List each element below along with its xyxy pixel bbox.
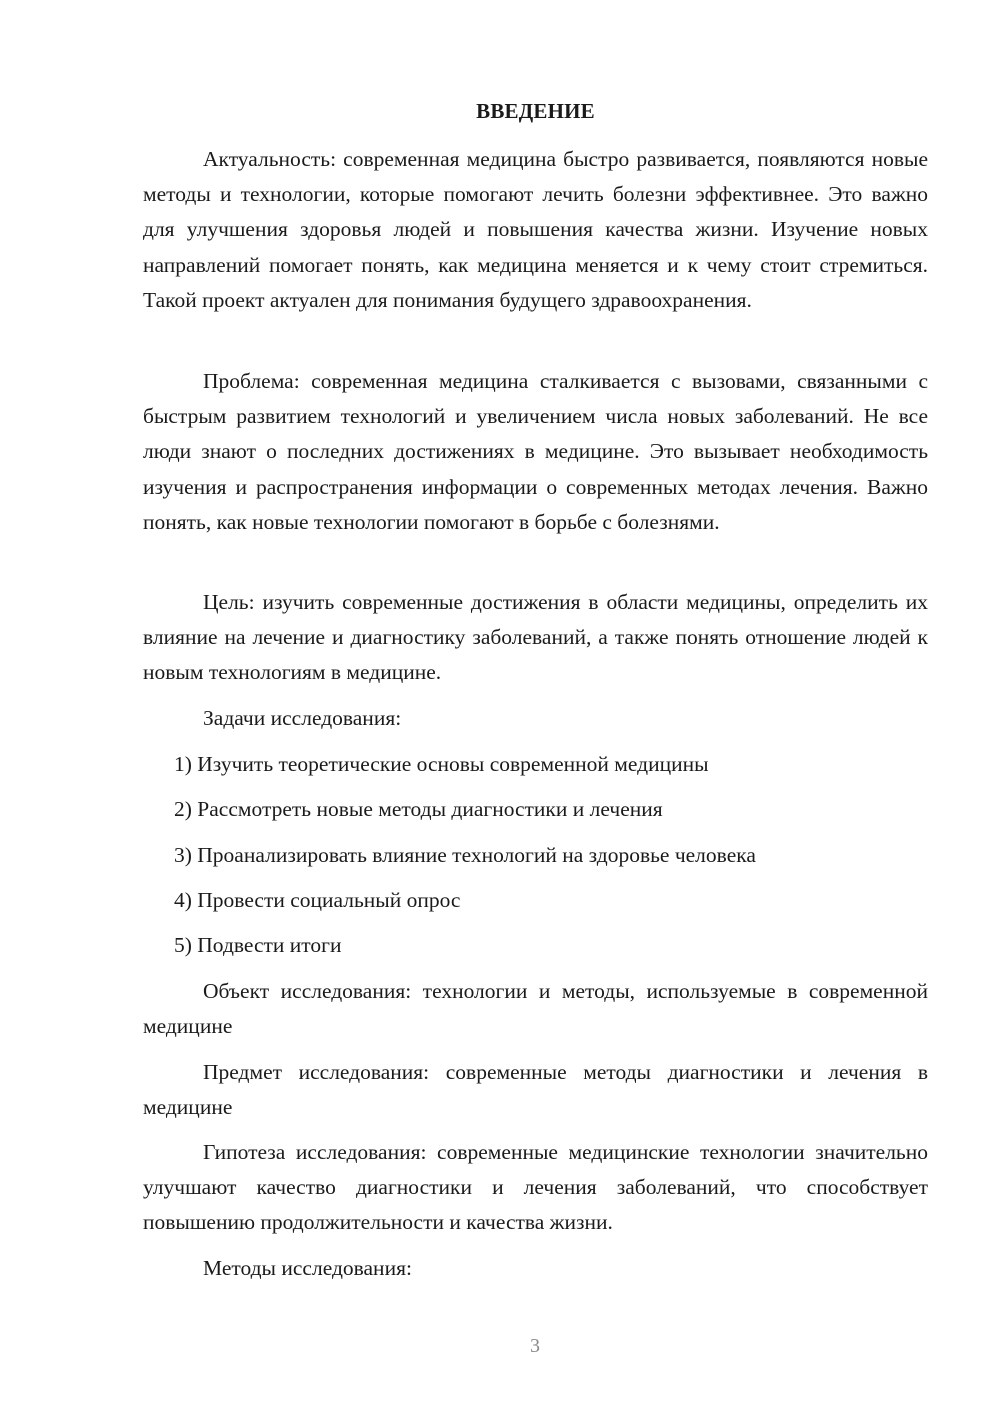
paragraph-object: Объект исследования: технологии и методы, используемые в современной медицине xyxy=(143,979,928,1039)
list-item-task-2: 2) Рассмотреть новые методы диагностики и лечения xyxy=(174,797,663,821)
paragraph-problem: Проблема: современная медицина сталкивается с вызовами, связанными с быстрым развитием технологий и увеличением числа новых заболеваний. Не все люди знают о последних достижениях в медицине. Это вызывает необходимость изучения и распространения информации о современных методах лечения. Важно понять, как новые технологии помогают в борьбе с болезнями. xyxy=(143,369,928,534)
paragraph-methods-heading: Методы исследования: xyxy=(203,1256,412,1280)
page-number: 3 xyxy=(530,1335,540,1357)
paragraph-relevance: Актуальность: современная медицина быстро развивается, появляются новые методы и технологии, которые помогают лечить болезни эффективнее. Это важно для улучшения здоровья людей и повышения качества жизни. Изучение новых направлений помогает понять, как медицина меняется и к чему стоит стремиться. Такой проект актуален для понимания будущего здравоохранения. xyxy=(143,147,928,312)
paragraph-subject: Предмет исследования: современные методы диагностики и лечения в медицине xyxy=(143,1060,928,1120)
list-item-task-1: 1) Изучить теоретические основы современной медицины xyxy=(174,752,709,776)
page-title: ВВЕДЕНИЕ xyxy=(476,99,595,123)
list-item-task-4: 4) Провести социальный опрос xyxy=(174,888,461,912)
list-item-task-3: 3) Проанализировать влияние технологий на здоровье человека xyxy=(174,843,756,867)
paragraph-goal: Цель: изучить современные достижения в области медицины, определить их влияние на лечение и диагностику заболеваний, а также понять отношение людей к новым технологиям в медицине. xyxy=(143,590,928,685)
paragraph-hypothesis: Гипотеза исследования: современные медицинские технологии значительно улучшают качество диагностики и лечения заболеваний, что способствует повышению продолжительности и качества жизни. xyxy=(143,1140,928,1235)
paragraph-tasks-heading: Задачи исследования: xyxy=(203,706,402,730)
list-item-task-5: 5) Подвести итоги xyxy=(174,933,342,957)
